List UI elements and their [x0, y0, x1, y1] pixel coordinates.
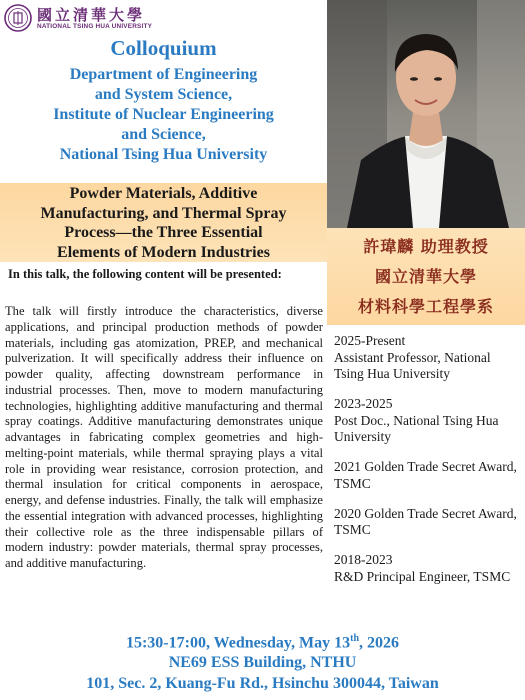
speaker-department: 材料科學工程學系 — [357, 297, 494, 316]
cv-item — [334, 506, 522, 539]
logo-chinese-text: 國立清華大學 — [37, 6, 146, 24]
cv-item — [334, 552, 522, 585]
cv-item — [334, 396, 522, 446]
logo-english-text: NATIONAL TSING HUA UNIVERSITY — [37, 23, 153, 30]
cv-period: 2023-2025 — [334, 396, 393, 411]
cv-text: 2021 Golden Trade Secret Award, TSMC — [334, 459, 517, 491]
university-logo — [4, 4, 164, 34]
cv-text: Post Doc., National Tsing Hua University — [334, 412, 499, 444]
cv-text: R&D Principal Engineer, TSMC — [334, 568, 511, 584]
department-line: National Tsing Hua University — [59, 146, 268, 163]
speaker-portrait-image — [327, 0, 525, 228]
talk-title-line: Elements of Modern Industries — [57, 243, 270, 261]
cv-item — [334, 333, 522, 383]
cv-text: Assistant Professor, National Tsing Hua University — [334, 349, 491, 381]
cv-item — [334, 459, 522, 492]
speaker-name: 許瑋麟 助理教授 — [363, 237, 489, 256]
colloquium-title: Colloquium — [110, 36, 217, 60]
department-line: and Science, — [121, 126, 206, 143]
event-time-suffix: th — [350, 633, 360, 644]
talk-title — [0, 184, 327, 262]
speaker-school: 國立清華大學 — [374, 267, 477, 286]
department-line: Institute of Nuclear Engineering — [53, 106, 274, 123]
event-time-main: 15:30-17:00, Wednesday, May 13 — [125, 634, 351, 652]
talk-title-line: Manufacturing, and Thermal Spray — [40, 204, 287, 222]
department-block — [0, 65, 327, 165]
department-line: and System Science, — [94, 86, 233, 103]
cv-period: 2018-2023 — [334, 552, 393, 567]
abstract-body: The talk will firstly introduce the characteristics, diverse applications, and principal production methods of powder materials, including gas atomization, PREP, and mechanical pulverization. It will specifically address their influence on powder quality, affecting downstream performance in industrial processes. Then, move to modern manufacturing technologies, highlighting additive manufacturing and thermal spray coatings. Additive manufacturing demonstrates unique advantages in fabricating complex geometries and high-melting-point materials, while thermal spraying plays a vital role in providing wear resistance, corrosion protection, and thermal insulation for critical components in aerospace, energy, and defense industries. Finally, the talk will emphasize the essential integration with advanced processes, highlighting their collective role as the three indispensable pillars of modern industry: powder materials, thermal spray processes, and additive manufacturing. — [5, 304, 323, 570]
abstract-intro: In this talk, the following content will be presented: — [8, 267, 282, 281]
event-time — [0, 633, 525, 652]
event-address: 101, Sec. 2, Kuang-Fu Rd., Hsinchu 300044, Taiwan — [86, 675, 439, 692]
talk-title-line: Powder Materials, Additive — [69, 185, 258, 202]
event-time-year: , 2026 — [359, 634, 400, 652]
speaker-photo — [327, 0, 525, 228]
university-seal-icon — [4, 4, 32, 32]
cv-text: 2020 Golden Trade Secret Award, TSMC — [334, 505, 517, 537]
cv-period: 2025-Present — [334, 333, 406, 348]
department-line: Department of Engineering — [69, 66, 258, 83]
event-location: NE69 ESS Building, NTHU — [168, 654, 357, 671]
speaker-cv — [334, 333, 522, 599]
talk-title-line: Process—the Three Essential — [64, 224, 263, 241]
